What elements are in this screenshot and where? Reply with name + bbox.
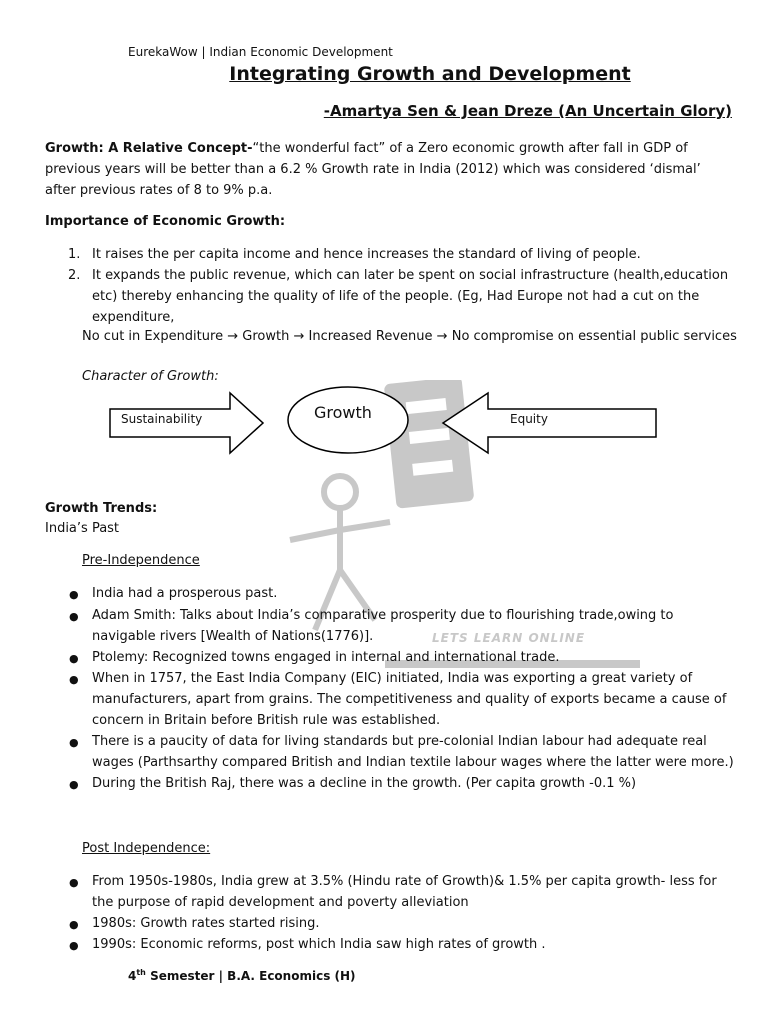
list-item: There is a paucity of data for living standards but pre-colonial Indian labour had adequate real wages (Parthsarthy compared British and Indian textile labour wages where the latter were more.) (92, 734, 734, 770)
list-item: It expands the public revenue, which can later be spent on social infrastructure (health,education etc) thereby enhancing the quality of life of the people. (Eg, Had Europe not had a cut on the expenditure, (92, 268, 729, 325)
footer-number: 4 (128, 969, 137, 983)
intro-text: “the wonderful fact” of a Zero economic growth after fall in GDP of previous years will be better than a 6.2 % Growth rate in India (2012) which was considered ‘dismal’ after previous rates of 8 to 9% p.a. (45, 141, 701, 198)
flow-step: No compromise on essential public services (451, 329, 737, 344)
diagram-left-label: Sustainability (121, 412, 203, 426)
bullet-icon: ● (69, 876, 79, 889)
list-item: 1990s: Economic reforms, post which India saw high rates of growth . (92, 937, 546, 952)
bullet-icon: ● (69, 588, 79, 601)
flow-step: Growth (242, 329, 290, 344)
right-arrow-shape (443, 393, 656, 453)
page-header: EurekaWow | Indian Economic Development (128, 45, 393, 59)
flow-arrow-icon: → (436, 329, 448, 344)
list-item: It raises the per capita income and hence increases the standard of living of people. (92, 247, 641, 262)
page-footer (128, 962, 356, 987)
flow-chain (82, 326, 737, 347)
flow-arrow-icon: → (293, 329, 305, 344)
list-item: During the British Raj, there was a decline in the growth. (Per capita growth -0.1 %) (92, 776, 637, 791)
list-item: India had a prosperous past. (92, 586, 278, 601)
trends-heading: Growth Trends: (45, 501, 158, 516)
post-heading: Post Independence: (82, 841, 211, 856)
list-number: 2. (68, 268, 81, 283)
bullet-icon: ● (69, 939, 79, 952)
document-subtitle: -Amartya Sen & Jean Dreze (An Uncertain Glory) (323, 102, 732, 120)
intro-paragraph (45, 138, 725, 201)
flow-step: Increased Revenue (308, 329, 433, 344)
flow-step: No cut in Expenditure (82, 329, 224, 344)
pre-heading: Pre-Independence (82, 553, 200, 568)
list-number: 1. (68, 247, 81, 262)
diagram-caption: Character of Growth: (82, 369, 219, 384)
bullet-icon: ● (69, 673, 79, 686)
footer-text: Semester | B.A. Economics (H) (145, 969, 356, 983)
bullet-icon: ● (69, 610, 79, 623)
flow-arrow-icon: → (227, 329, 239, 344)
list-item: From 1950s-1980s, India grew at 3.5% (Hindu rate of Growth)& 1.5% per capita growth- less for the purpose of rapid development and poverty alleviation (92, 874, 717, 910)
document-title: Integrating Growth and Development (229, 63, 631, 85)
list-item: Adam Smith: Talks about India’s comparative prosperity due to flourishing trade,owing to navigable rivers [Wealth of Nations(1776)]. (92, 608, 674, 644)
diagram-right-label: Equity (510, 412, 548, 426)
bullet-icon: ● (69, 736, 79, 749)
trends-subheading: India’s Past (45, 521, 120, 536)
intro-label: Growth: A Relative Concept- (45, 141, 253, 156)
importance-heading: Importance of Economic Growth: (45, 214, 286, 229)
diagram-center-label: Growth (314, 403, 372, 422)
bullet-icon: ● (69, 918, 79, 931)
list-item: When in 1757, the East India Company (EIC) initiated, India was exporting a great variety of manufacturers, apart from grains. The competitiveness and quality of exports became a cause of concern in Britain before British rule was established. (92, 671, 727, 728)
list-item: 1980s: Growth rates started rising. (92, 916, 320, 931)
bullet-icon: ● (69, 778, 79, 791)
watermark-text: LETS LEARN ONLINE (432, 631, 586, 645)
footer-suffix: th (136, 968, 146, 977)
list-item: Ptolemy: Recognized towns engaged in internal and international trade. (92, 650, 560, 665)
bullet-icon: ● (69, 652, 79, 665)
